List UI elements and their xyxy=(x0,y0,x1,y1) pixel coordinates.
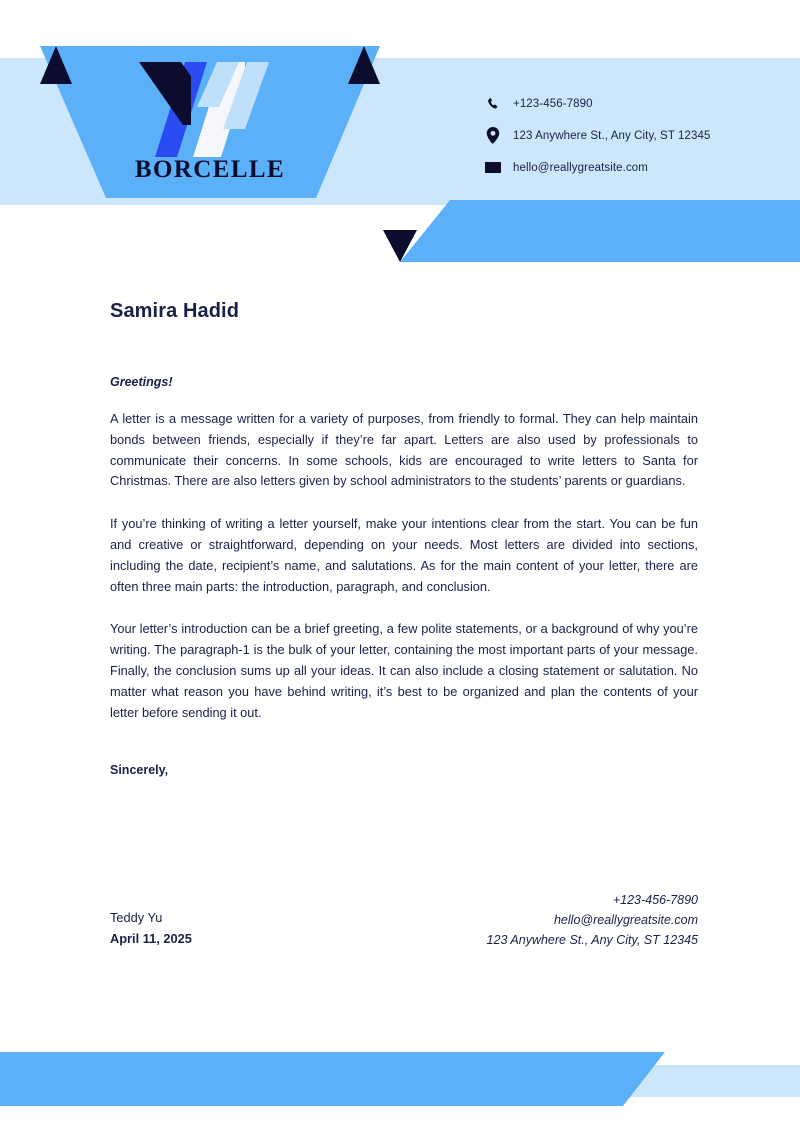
header-contact-email xyxy=(484,159,711,176)
header-contact-email-text: hello@reallygreatsite.com xyxy=(513,161,648,174)
signature-left-column xyxy=(110,910,192,947)
header-contact-address xyxy=(484,127,711,144)
footer-contact-address: 123 Anywhere St., Any City, ST 12345 xyxy=(486,933,698,947)
letterhead-footer xyxy=(0,1020,800,1141)
location-pin-icon xyxy=(484,127,501,144)
signature-area xyxy=(110,893,698,947)
header-blue-diagonal-band xyxy=(380,200,800,262)
header-contact-address-text: 123 Anywhere St., Any City, ST 12345 xyxy=(513,129,711,142)
signature-date: April 11, 2025 xyxy=(110,931,192,946)
phone-icon xyxy=(484,95,501,112)
footer-contact-email: hello@reallygreatsite.com xyxy=(553,913,698,927)
letter-paragraph-3: Your letter’s introduction can be a brief greeting, a few polite statements, or a background of why you’re writing. The paragraph-1 is the bulk of your letter, containing the most important parts of your message. Finally, the conclusion sums up all your ideas. It can also include a closing statement or salutation. No matter what reason you have behind writing, it’s best to be organized and plan the contents of your letter before sending it out. xyxy=(110,621,698,720)
envelope-icon xyxy=(484,159,501,176)
footer-blue-diagonal-band xyxy=(0,1052,665,1106)
header-contact-phone xyxy=(484,95,711,112)
letter-body xyxy=(110,300,698,777)
recipient-name: Samira Hadid xyxy=(110,300,240,322)
letter-sign-off: Sincerely, xyxy=(110,763,169,778)
brand-wordmark: BORCELLE xyxy=(134,156,286,183)
header-contact-list xyxy=(484,95,711,176)
letter-paragraph-2: If you’re thinking of writing a letter yourself, make your intentions clear from the start. You can be fun and creative or straightforward, depending on your needs. Most letters are divided into sections, including the date, recipient’s name, and salutations. As for the main content of your letter, there are often three main parts: the introduction, paragraph, and conclusion. xyxy=(110,516,698,594)
footer-contact-column xyxy=(487,893,698,947)
header-contact-phone-text: +123-456-7890 xyxy=(513,97,593,110)
borcelle-logo-mark xyxy=(145,62,285,157)
footer-contact-phone: +123-456-7890 xyxy=(612,893,698,907)
letterhead-header xyxy=(0,0,800,270)
letter-paragraph-1: A letter is a message written for a variety of purposes, from friendly to formal. They can help maintain bonds between friends, especially if they’re far apart. Letters are also used by professionals to communicate their concerns. In some schools, kids are encouraged to write letters to Santa for Christmas. There are also letters given by school administrators to the students’ parents or guardians. xyxy=(110,411,698,489)
letter-greeting: Greetings! xyxy=(110,375,173,389)
signature-name: Teddy Yu xyxy=(110,910,163,925)
